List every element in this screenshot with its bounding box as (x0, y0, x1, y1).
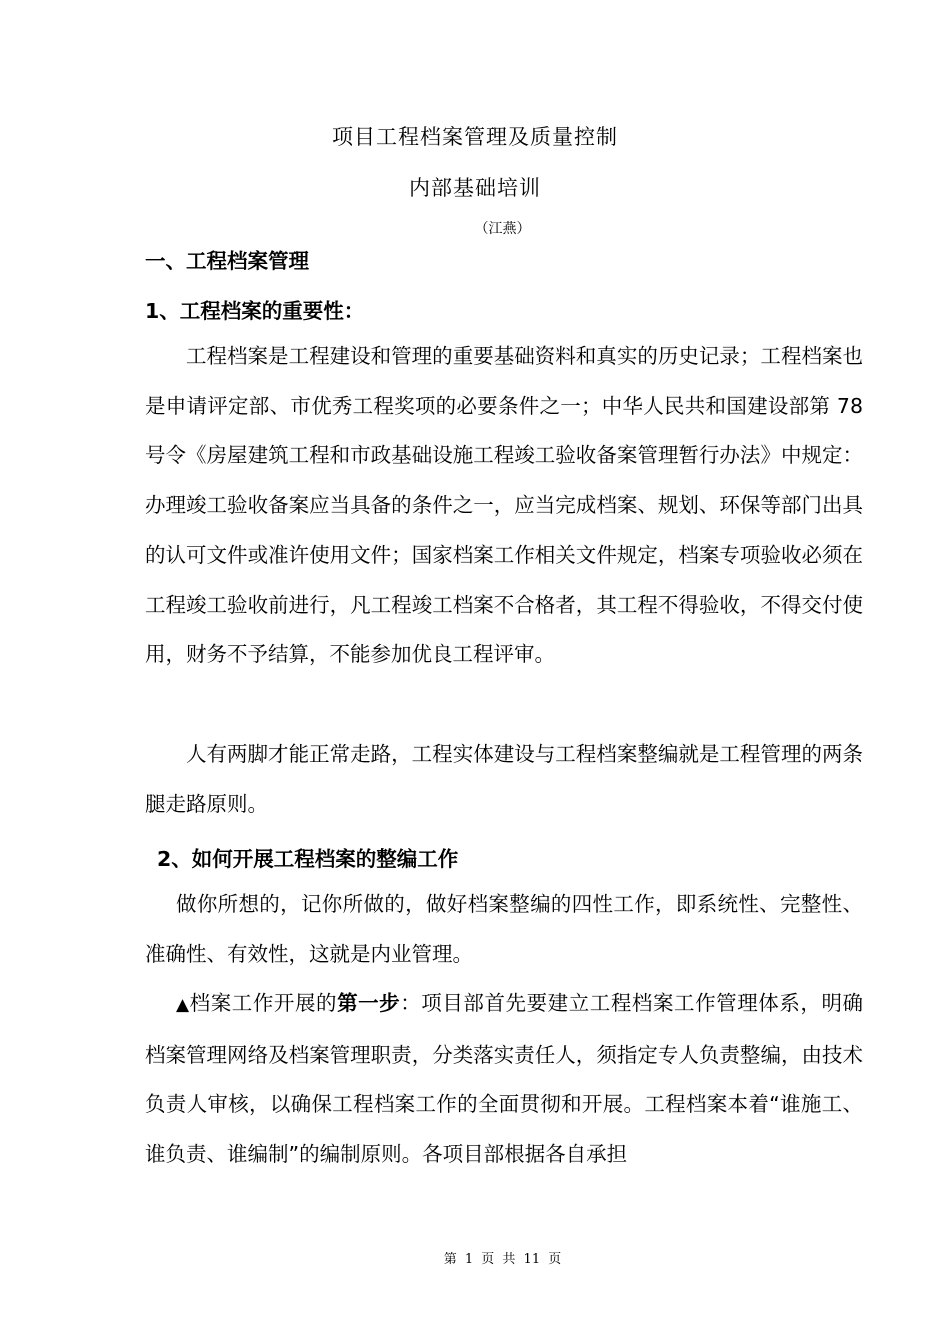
document-title: 项目工程档案管理及质量控制 (332, 125, 618, 149)
paragraph-importance: 工程档案是工程建设和管理的重要基础资料和真实的历史记录；工程档案也是申请评定部、市优秀工程奖项的必要条件之一；中华人民共和国建设部第 78 号令《房屋建筑工程和市政基础设施工程竣工验收备案管理暂行办法》中规定：办理竣工验收备案应当具备的条件之一，应当完成档案、规划、环保等部门出具的认可文件或准许使用文件；国家档案工作相关文件规定，档案专项验收必须在工程竣工验收前进行，凡工程竣工档案不合格者，其工程不得验收，不得交付使用，财务不予结算，不能参加优良工程评审。 (145, 344, 863, 667)
section-heading-importance: 1、工程档案的重要性： (145, 299, 365, 323)
step-body-text: ：项目部首先要建立工程档案工作管理体系，明确档案管理网络及档案管理职责，分类落实责任人，须指定专人负责整编，由技术负责人审核，以确保工程档案工作的全面贯彻和开展。工程档案本着“谁施工、谁负责、谁编制”的编制原则。各项目部根据各自承担 (145, 991, 864, 1167)
page-footer: 第 1 页 共 11 页 (443, 1252, 562, 1267)
paragraph-two-legs: 人有两脚才能正常走路，工程实体建设与工程档案整编就是工程管理的两条腿走路原则。 (145, 742, 863, 816)
step-emphasis: 第一步 (337, 991, 401, 1015)
document-subtitle: 内部基础培训 (409, 176, 541, 200)
triangle-marker-icon: ▲ (176, 995, 190, 1015)
section-heading-how-to-compile: 2、如何开展工程档案的整编工作 (157, 847, 459, 871)
step-lead-text: 档案工作开展的 (189, 991, 338, 1015)
paragraph-four-properties: 做你所想的，记你所做的，做好档案整编的四性工作，即系统性、完整性、准确性、有效性，这就是内业管理。 (145, 892, 863, 966)
document-author: （江燕） (474, 221, 531, 237)
paragraph-first-step (145, 979, 863, 1180)
section-heading-archive-management: 一、工程档案管理 (145, 249, 309, 273)
